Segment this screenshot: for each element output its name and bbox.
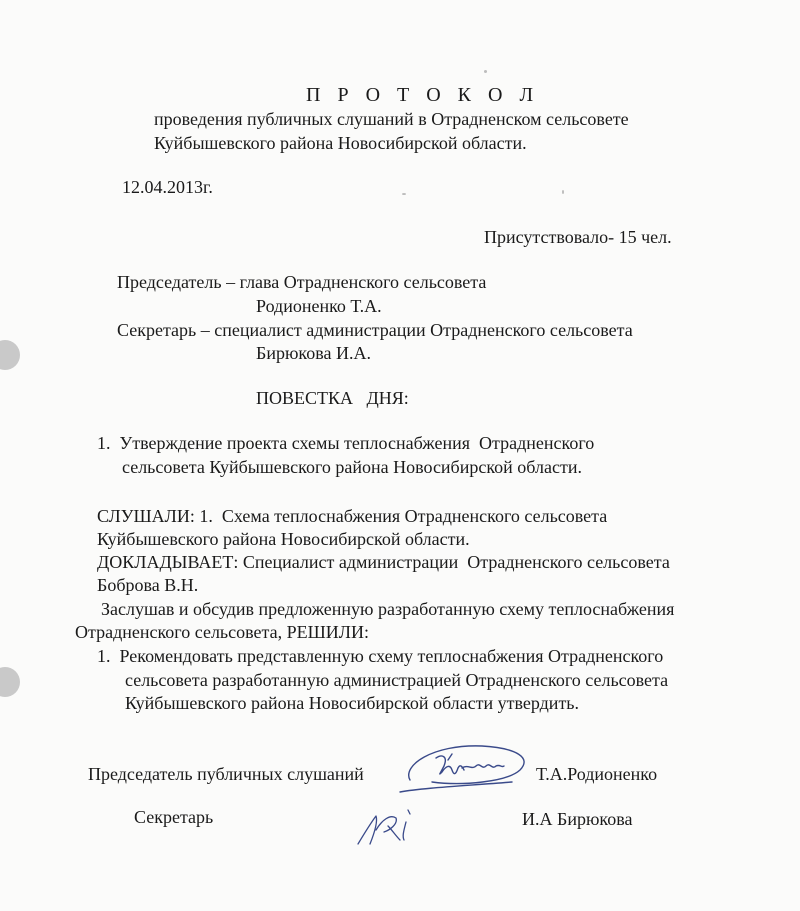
- discussion-line2: Отрадненского сельсовета, РЕШИЛИ:: [75, 622, 369, 642]
- secretary-handwritten-signature: [352, 800, 432, 852]
- reporter-line1: ДОКЛАДЫВАЕТ: Специалист администрации Отрадненского сельсовета: [97, 552, 670, 572]
- discussion-line1: Заслушав и обсудив предложенную разработанную схему теплоснабжения: [101, 599, 675, 619]
- secretary-signature-name: И.А Бирюкова: [522, 809, 633, 829]
- agenda-item-line1: 1. Утверждение проекта схемы теплоснабжения Отрадненского: [97, 433, 595, 453]
- document-title: П Р О Т О К О Л: [306, 84, 540, 106]
- chair-role: Председатель – глава Отрадненского сельсовета: [117, 272, 487, 292]
- scan-speck: [402, 193, 406, 195]
- decision-line1: 1. Рекомендовать представленную схему теплоснабжения Отрадненского: [97, 646, 664, 666]
- hole-punch-lower: [0, 667, 20, 697]
- scan-speck: [484, 70, 487, 73]
- scan-speck: [562, 190, 564, 194]
- decision-line2: сельсовета разработанную администрацией Отрадненского сельсовета: [125, 670, 669, 690]
- chair-signature-label: Председатель публичных слушаний: [88, 764, 364, 784]
- heard-line2: Куйбышевского района Новосибирской области.: [97, 529, 470, 549]
- document-subtitle-line2: Куйбышевского района Новосибирской области.: [154, 133, 527, 153]
- hole-punch-upper: [0, 340, 20, 370]
- secretary-name: Бирюкова И.А.: [256, 343, 371, 363]
- document-date: 12.04.2013г.: [122, 177, 213, 197]
- secretary-role: Секретарь – специалист администрации Отрадненского сельсовета: [117, 320, 633, 340]
- heard-line1: СЛУШАЛИ: 1. Схема теплоснабжения Отрадненского сельсовета: [97, 506, 608, 526]
- chair-name: Родионенко Т.А.: [256, 296, 382, 316]
- document-subtitle-line1: проведения публичных слушаний в Отрадненском сельсовете: [154, 109, 629, 129]
- attendance-count: Присутствовало- 15 чел.: [484, 227, 672, 247]
- agenda-item-line2: сельсовета Куйбышевского района Новосибирской области.: [122, 457, 582, 477]
- reporter-line2: Боброва В.Н.: [97, 575, 199, 595]
- agenda-heading: ПОВЕСТКА ДНЯ:: [256, 388, 409, 408]
- chair-signature-name: Т.А.Родионенко: [536, 764, 658, 784]
- secretary-signature-label: Секретарь: [134, 807, 214, 827]
- chair-handwritten-signature: [392, 736, 542, 798]
- decision-line3: Куйбышевского района Новосибирской области утвердить.: [125, 693, 580, 713]
